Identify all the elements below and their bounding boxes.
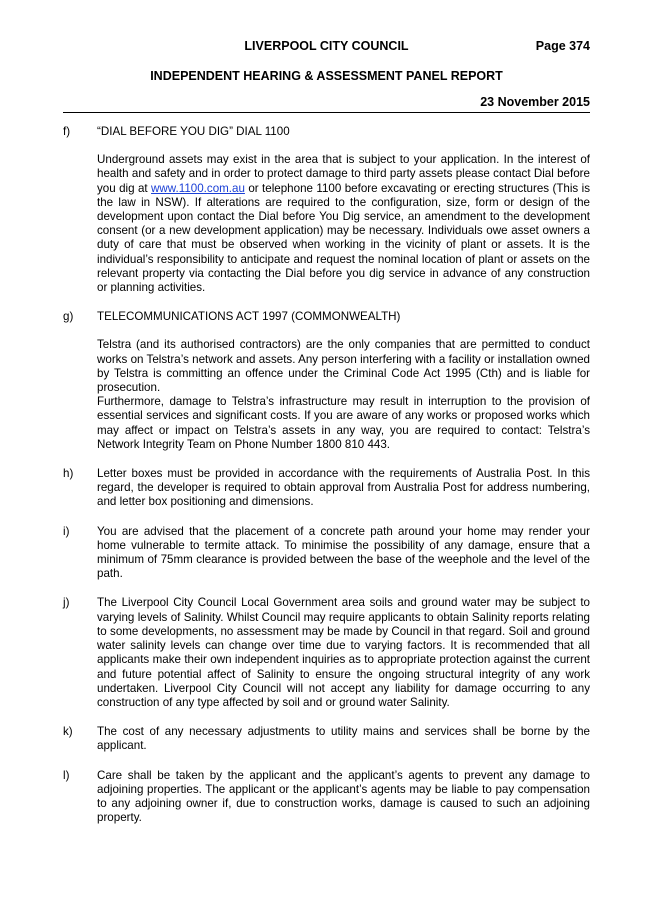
item-letter: f)	[63, 125, 71, 138]
item-heading: “DIAL BEFORE YOU DIG” DIAL 1100	[97, 125, 290, 138]
condition-g	[63, 310, 590, 452]
item-paragraph: You are advised that the placement of a concrete path around your home may render your home vulnerable to termite attack. To minimise the possibility of any damage, ensure that a minimum of 75mm clearance is provided between the base of the weephole and the level of the path.	[97, 524, 590, 581]
item-paragraph: Letter boxes must be provided in accordance with the requirements of Australia Post. In this regard, the developer is required to obtain approval from Australia Post for address numbering, and letter box positioning and dimensions.	[97, 467, 590, 509]
item-paragraph: The cost of any necessary adjustments to utility mains and services shall be borne by the applicant.	[97, 725, 590, 753]
document-body	[63, 125, 590, 825]
condition-j	[63, 596, 590, 710]
item-letter: k)	[63, 725, 73, 739]
item-letter: g)	[63, 310, 74, 324]
item-paragraph: The Liverpool City Council Local Government area soils and ground water may be subject to varying levels of Salinity. Whilst Council may require applicants to obtain Salinity reports relating to some developments, no assessment may be made by Council in that regard. Soil and ground water salinity levels can change over time due to varying factors. It is recommended that all applicants make their own independent inquiries as to appropriate protection against the current and future potential affect of Salinity to ensure the ongoing structural integrity of any work undertaken. Liverpool City Council will not accept any liability for damage occurring to any construction of any type affected by soil and or ground water Salinity.	[97, 596, 590, 709]
condition-h	[63, 467, 590, 510]
item-letter: i)	[63, 524, 70, 538]
item-letter: h)	[63, 467, 74, 481]
condition-f	[63, 125, 590, 295]
report-title: INDEPENDENT HEARING & ASSESSMENT PANEL REPORT	[150, 69, 503, 83]
item-letter: j)	[63, 596, 70, 610]
item-paragraph: Furthermore, damage to Telstra’s infrastructure may result in interruption to the provision of essential services and significant costs. If you are aware of any works or proposed works which may affect or impact on Telstra’s assets in any way, you are required to contact: Telstra’s Network Integrity Team on Phone Number 1800 810 443.	[97, 395, 590, 451]
item-heading: TELECOMMUNICATIONS ACT 1997 (COMMONWEALTH)	[97, 310, 401, 324]
condition-l	[63, 769, 590, 826]
council-name: LIVERPOOL CITY COUNCIL	[244, 39, 409, 53]
item-letter: l)	[63, 768, 70, 782]
item-paragraph: Care shall be taken by the applicant and the applicant’s agents to prevent any damage to adjoining properties. The applicant or the applicant’s agents may be liable to pay compensation to any adjoining owner if, due to construction works, damage is caused to such an adjoining property.	[97, 768, 590, 825]
item-paragraph: Underground assets may exist in the area that is subject to your application. In the interest of health and safety and in order to protect damage to third party assets please contact Dial before you dig at www.1100.com.au or telephone 1100 before excavating or erecting structures (This is the law in NSW). If alterations are required to the configuration, size, form or design of the development upon contact the Dial before You Dig service, an amendment to the development consent (or a new development application) may be necessary. Individuals owe asset owners a duty of care that must be observed when working in the vicinity of plant or assets. It is the individual’s responsibility to anticipate and request the nominal location of plant or assets on the relevant property via contacting the Dial before you dig service in advance of any construction or planning activities.	[97, 153, 590, 295]
condition-k	[63, 725, 590, 753]
dial-before-you-dig-link[interactable]: www.1100.com.au	[151, 181, 245, 195]
condition-i	[63, 525, 590, 582]
page-number: Page 374	[535, 39, 590, 53]
report-date: 23 November 2015	[480, 95, 590, 109]
item-paragraph: Telstra (and its authorised contractors) are the only companies that are permitted to conduct works on Telstra’s network and assets. Any person interfering with a facility or installation owned by Telstra is committing an offence under the Criminal Code Act 1995 (Cth) and is liable for prosecution.	[97, 338, 590, 395]
header-divider	[63, 112, 590, 113]
